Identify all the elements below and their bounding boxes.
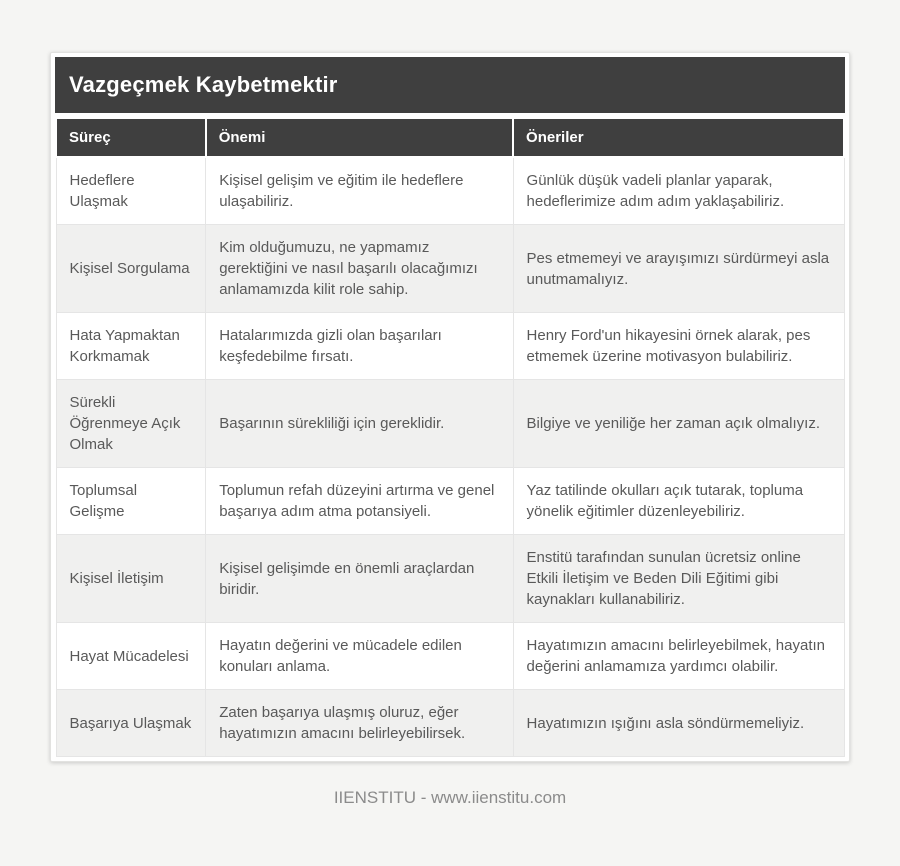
cell-onemi: Hayatın değerini ve mücadele edilen konuları anlama. <box>206 623 513 690</box>
cell-oneriler: Yaz tatilinde okulları açık tutarak, topluma yönelik eğitimler düzenleyebiliriz. <box>513 468 844 535</box>
cell-oneriler: Henry Ford'un hikayesini örnek alarak, pes etmemek üzerine motivasyon bulabiliriz. <box>513 313 844 380</box>
header-row <box>56 118 844 157</box>
cell-surec: Kişisel İletişim <box>56 535 206 623</box>
table-row <box>56 313 844 380</box>
cell-oneriler: Günlük düşük vadeli planlar yaparak, hedeflerimize adım adım yaklaşabiliriz. <box>513 157 844 225</box>
table-row <box>56 623 844 690</box>
cell-surec: Başarıya Ulaşmak <box>56 690 206 757</box>
table-card <box>50 52 850 762</box>
cell-onemi: Başarının sürekliliği için gereklidir. <box>206 380 513 468</box>
data-table <box>55 117 845 757</box>
table-row <box>56 690 844 757</box>
table-row <box>56 380 844 468</box>
cell-oneriler: Hayatımızın amacını belirleyebilmek, hayatın değerini anlamamıza yardımcı olabilir. <box>513 623 844 690</box>
cell-onemi: Hatalarımızda gizli olan başarıları keşfedebilme fırsatı. <box>206 313 513 380</box>
cell-onemi: Kişisel gelişimde en önemli araçlardan biridir. <box>206 535 513 623</box>
cell-surec: Kişisel Sorgulama <box>56 225 206 313</box>
cell-surec: Sürekli Öğrenmeye Açık Olmak <box>56 380 206 468</box>
cell-onemi: Kim olduğumuzu, ne yapmamız gerektiğini ve nasıl başarılı olacağımızı anlamamızda kilit role sahip. <box>206 225 513 313</box>
cell-surec: Hayat Mücadelesi <box>56 623 206 690</box>
cell-oneriler: Pes etmemeyi ve arayışımızı sürdürmeyi asla unutmamalıyız. <box>513 225 844 313</box>
cell-surec: Toplumsal Gelişme <box>56 468 206 535</box>
cell-oneriler: Hayatımızın ışığını asla söndürmemeliyiz. <box>513 690 844 757</box>
cell-onemi: Zaten başarıya ulaşmış oluruz, eğer hayatımızın amacını belirleyebilirsek. <box>206 690 513 757</box>
cell-surec: Hedeflere Ulaşmak <box>56 157 206 225</box>
cell-onemi: Toplumun refah düzeyini artırma ve genel başarıya adım atma potansiyeli. <box>206 468 513 535</box>
cell-surec: Hata Yapmaktan Korkmamak <box>56 313 206 380</box>
table-row <box>56 225 844 313</box>
page-title: Vazgeçmek Kaybetmektir <box>55 57 845 113</box>
cell-oneriler: Bilgiye ve yeniliğe her zaman açık olmalıyız. <box>513 380 844 468</box>
column-header-surec: Süreç <box>56 118 206 157</box>
footer-text: IIENSTITU - www.iienstitu.com <box>333 788 567 807</box>
cell-oneriler: Enstitü tarafından sunulan ücretsiz online Etkili İletişim ve Beden Dili Eğitimi gibi kaynakları kullanabiliriz. <box>513 535 844 623</box>
cell-onemi: Kişisel gelişim ve eğitim ile hedeflere ulaşabiliriz. <box>206 157 513 225</box>
table-row <box>56 157 844 225</box>
table-row <box>56 468 844 535</box>
column-header-oneriler: Öneriler <box>513 118 844 157</box>
column-header-onemi: Önemi <box>206 118 513 157</box>
table-row <box>56 535 844 623</box>
